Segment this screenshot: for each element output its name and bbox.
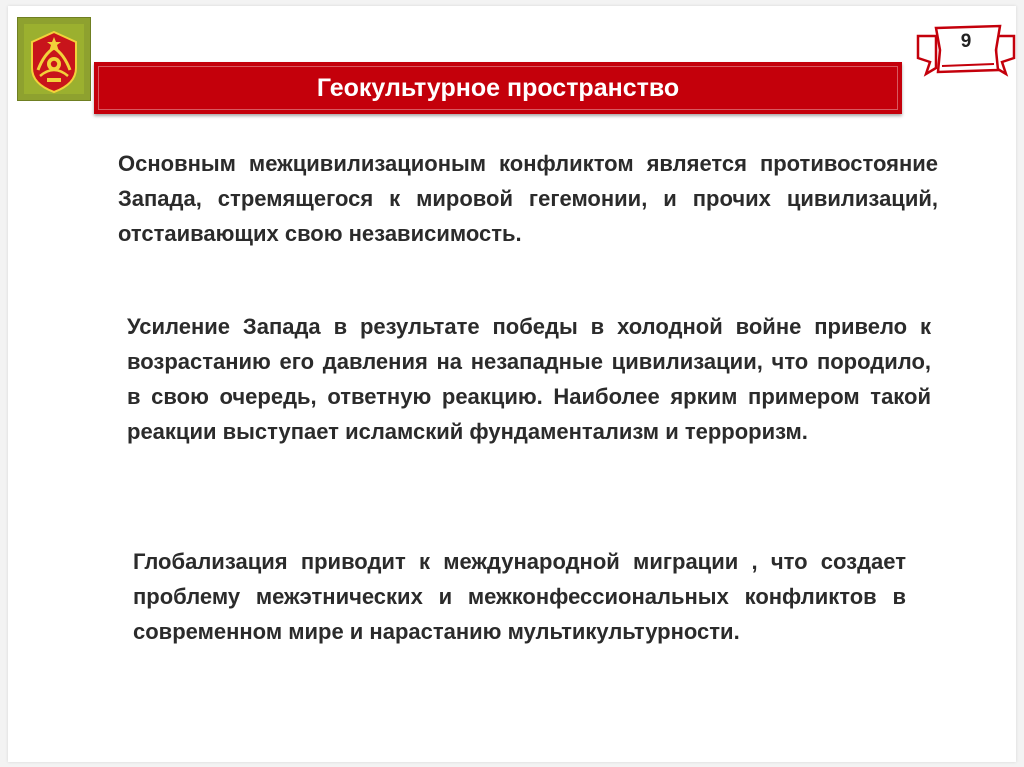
page-number-badge xyxy=(914,16,1018,80)
paragraph-1: Основным межцивилизационым конфликтом является противостояние Запада, стремящегося к мировой гегемонии, и прочих цивилизаций, отстаивающих свою независимость. xyxy=(118,151,938,246)
paragraph-3: Глобализация приводит к международной миграции , что создает проблему межэтнических и межконфессиональных конфликтов в современном мире и нарастанию мультикультурности. xyxy=(133,549,906,644)
paragraph-2: Усиление Запада в результате победы в холодной войне привело к возрастанию его давления на незападные цивилизации, что породило, в свою очередь, ответную реакцию. Наиболее ярким примером такой реакции выступает исламский фундаментализм и терроризм. xyxy=(127,314,931,444)
slide-title: Геокультурное пространство xyxy=(316,74,680,102)
page-number: 9 xyxy=(960,31,972,52)
emblem-icon xyxy=(17,17,91,101)
title-bar xyxy=(94,62,902,114)
